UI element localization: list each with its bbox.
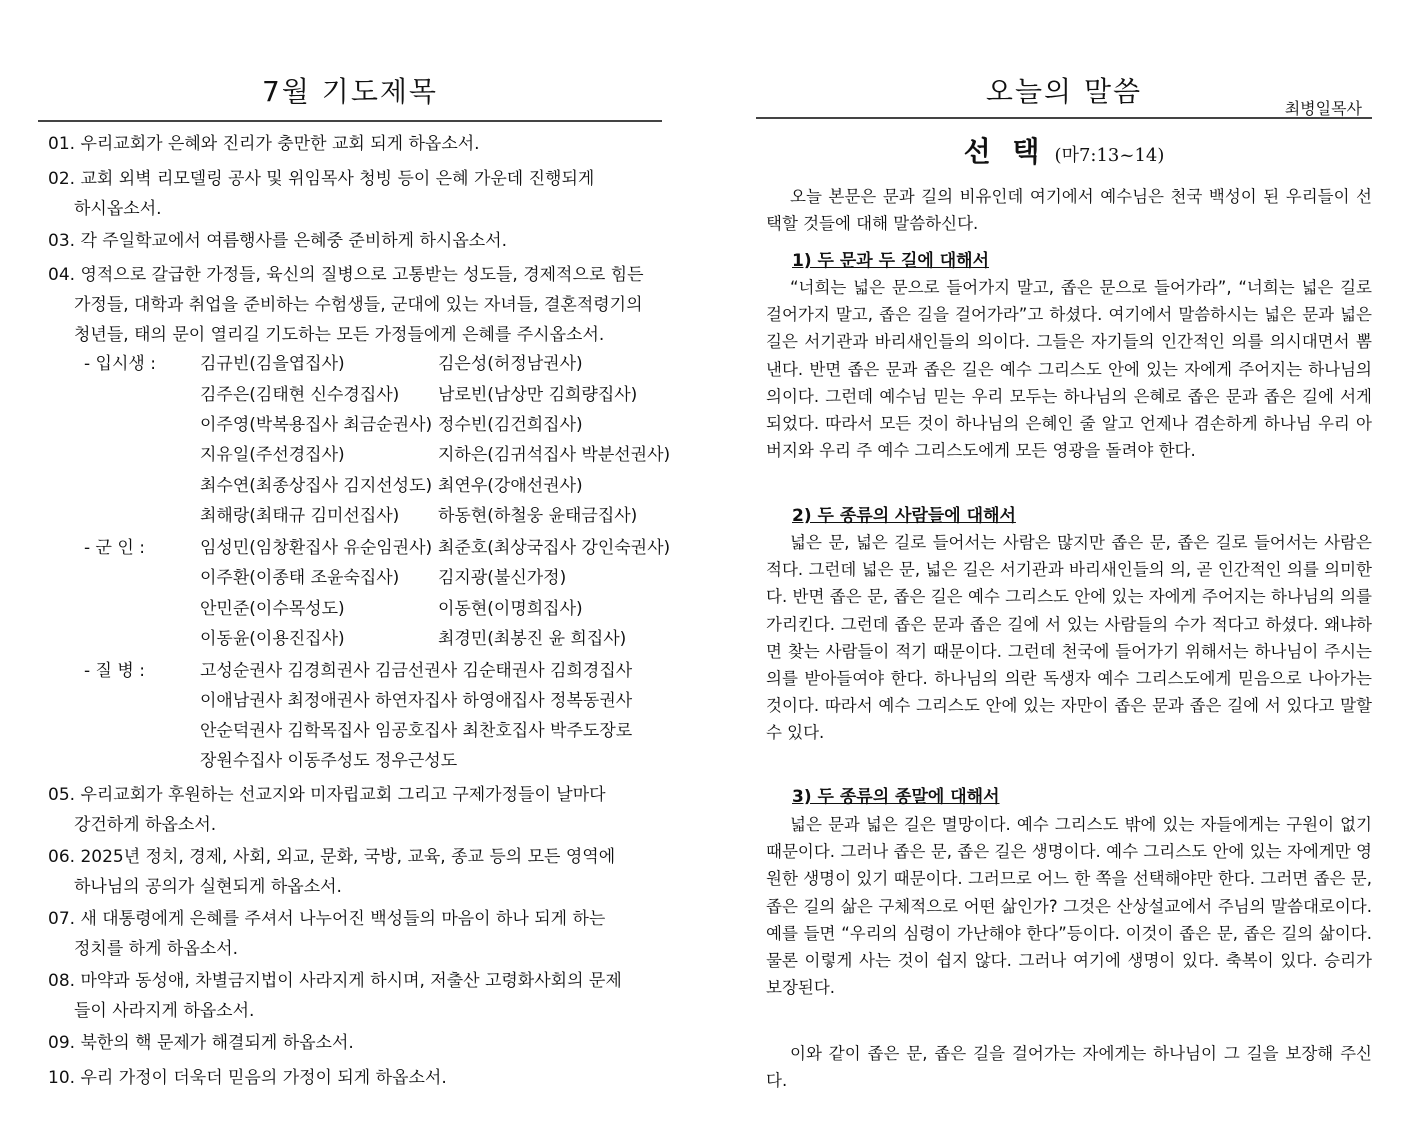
sermon-closing: 이와 같이 좁은 문, 좁은 길을 걸어가는 자에게는 하나님이 그 길을 보장해 주신다. bbox=[766, 1044, 1372, 1091]
prayer-text-cont: 하시옵소서. bbox=[74, 199, 162, 219]
prayer-item-06 bbox=[48, 842, 668, 902]
prayer-text: 2025년 정치, 경제, 사회, 외교, 문화, 국방, 교육, 종교 등의 모든 영역에 bbox=[80, 847, 616, 867]
sermon-heading bbox=[756, 130, 1372, 170]
prayer-text-cont: 하나님의 공의가 실현되게 하옵소서. bbox=[74, 877, 342, 897]
exam-name: 지하은(김귀석집사 박분선권사) bbox=[438, 445, 671, 465]
prayer-number: 03. bbox=[48, 231, 76, 251]
sermon-title-rule bbox=[756, 117, 1372, 119]
prayer-text: 우리교회가 은혜와 진리가 충만한 교회 되게 하옵소서. bbox=[80, 134, 480, 154]
prayer-text-cont: 가정들, 대학과 취업을 준비하는 수험생들, 군대에 있는 자녀들, 결혼적령기의 bbox=[74, 295, 643, 315]
military-name: 안민준(이수목성도) bbox=[200, 599, 345, 619]
exam-label: - 입시생 : bbox=[84, 354, 156, 374]
prayer-number: 06. bbox=[48, 847, 76, 867]
prayer-item-08 bbox=[48, 966, 668, 1026]
prayer-text: 새 대통령에게 은혜를 주셔서 나누어진 백성들의 마음이 하나 되게 하는 bbox=[80, 909, 606, 929]
military-name: 최준호(최상국집사 강인숙권사) bbox=[438, 538, 671, 558]
prayer-title: 7월 기도제목 bbox=[262, 75, 438, 108]
prayer-item-02 bbox=[48, 164, 668, 224]
prayer-number: 09. bbox=[48, 1033, 76, 1053]
prayer-text: 영적으로 갈급한 가정들, 육신의 질병으로 고통받는 성도들, 경제적으로 힘든 bbox=[80, 265, 644, 285]
sermon-intro: 오늘 본문은 문과 길의 비유인데 여기에서 예수님은 천국 백성이 된 우리들이 선택할 것들에 대해 말씀하신다. bbox=[766, 187, 1372, 234]
military-name: 김지광(불신가정) bbox=[438, 568, 567, 588]
illness-names: 이애남권사 최정애권사 하연자집사 하영애집사 정복동권사 bbox=[200, 691, 633, 711]
section-body-3: 넓은 문과 넓은 길은 멸망이다. 예수 그리스도 밖에 있는 자들에게는 구원이 없기 때문이다. 그러나 좁은 문, 좁은 길은 생명이다. 예수 그리스도 안에 있는 자에게만 영원한 생명이 있기 때문이다. 그러므로 어느 한 쪽을 선택해야만 한다. 그러면 좁은 문, 좁은 길의 삶은 구체적으로 어떤 삶인가? 그것은 산상설교에서 주님의 말씀대로이다. 예를 들면 “우리의 심령이 가난해야 한다”등이다. 이것이 좁은 문, 좁은 길의 삶이다. 물론 이렇게 사는 것이 쉽지 않다. 그러나 여기에 생명이 있다. 축복이 있다. 승리가 보장된다. bbox=[766, 815, 1372, 998]
prayer-title-rule bbox=[38, 120, 662, 122]
exam-name: 최수연(최종상집사 김지선성도) bbox=[200, 476, 433, 496]
section-body-2: 넓은 문, 넓은 길로 들어서는 사람은 많지만 좁은 문, 좁은 길로 들어서는 사람은 적다. 그런데 넓은 문, 넓은 길은 서기관과 바리새인들의 의, 곧 인간적인 의를 의미한다. 반면 좁은 문, 좁은 길은 예수 그리스도 안에 있는 자에게 주어지는 하나님의 의를 가리킨다. 그런데 좁은 문과 좁은 길에 서 있는 사람들의 수가 적다고 하셨다. 왜냐하면 찾는 사람들이 적기 때문이다. 그런데 천국에 들어가기 위해서는 하나님이 주시는 의를 받아들여야 한다. 하나님의 의란 독생자 예수 그리스도에게 믿음으로 나아가는 것이다. 따라서 예수 그리스도 안에 있는 자만이 좁은 문과 좁은 길에 서 있다고 말할 수 있다. bbox=[766, 533, 1372, 743]
prayer-item-09 bbox=[48, 1028, 668, 1058]
illness-names: 안순덕권사 김학목집사 임공호집사 최찬호집사 박주도장로 bbox=[200, 721, 633, 741]
prayer-text-cont: 들이 사라지게 하옵소서. bbox=[74, 1001, 255, 1021]
prayer-number: 08. bbox=[48, 971, 76, 991]
military-label: - 군 인 : bbox=[84, 538, 145, 558]
prayer-number: 02. bbox=[48, 169, 76, 189]
exam-name: 김규빈(김을엽집사) bbox=[200, 354, 345, 374]
prayer-number: 10. bbox=[48, 1068, 76, 1088]
sermon-title: 선 택 bbox=[963, 135, 1046, 168]
prayer-item-01 bbox=[48, 129, 668, 159]
exam-name: 하동현(하철웅 윤태금집사) bbox=[438, 506, 638, 526]
prayer-text-cont: 강건하게 하옵소서. bbox=[74, 815, 217, 835]
exam-name: 최연우(강애선권사) bbox=[438, 476, 583, 496]
military-name: 최경민(최봉진 윤 희집사) bbox=[438, 629, 627, 649]
exam-name: 최해랑(최태규 김미선집사) bbox=[200, 506, 400, 526]
exam-name: 김은성(허정남권사) bbox=[438, 354, 583, 374]
prayer-item-04 bbox=[48, 260, 668, 350]
exam-name: 남로빈(남상만 김희량집사) bbox=[438, 385, 638, 405]
pastor-byline: 최병일목사 bbox=[1284, 99, 1362, 118]
prayer-text-cont: 정치를 하게 하옵소서. bbox=[74, 939, 239, 959]
prayer-text: 교회 외벽 리모델링 공사 및 위임목사 청빙 등이 은혜 가운데 진행되게 bbox=[80, 169, 595, 189]
prayer-item-03 bbox=[48, 226, 668, 256]
prayer-number: 01. bbox=[48, 134, 76, 154]
prayer-text: 우리교회가 후원하는 선교지와 미자립교회 그리고 구제가정들이 날마다 bbox=[80, 785, 606, 805]
prayer-number: 04. bbox=[48, 265, 76, 285]
prayer-number: 07. bbox=[48, 909, 76, 929]
section-heading-1: 1) 두 문과 두 길에 대해서 bbox=[792, 251, 989, 271]
section-body-1: “너희는 넓은 문으로 들어가지 말고, 좁은 문으로 들어가라”, “너희는 넓은 길로 걸어가지 말고, 좁은 길을 걸어가라”고 하셨다. 여기에서 말씀하시는 넓은 문과 넓은 길은 서기관과 바리새인들의 의이다. 그들은 자기들의 인간적인 의를 의시대면서 뽐낸다. 반면 좁은 문과 좁은 길은 예수 그리스도 안에 있는 자에게 주어지는 하나님의 의이다. 그런데 예수님 믿는 우리 모두는 하나님의 은혜로 좁은 문과 좁은 길에 서게 되었다. 따라서 모든 것이 하나님의 은혜인 줄 알고 언제나 겸손하게 하나님 우리 아버지와 우리 주 예수 그리스도에게 모든 영광을 돌려야 한다. bbox=[766, 278, 1372, 461]
prayer-item-07 bbox=[48, 904, 668, 964]
sermon-section-title: 오늘의 말씀 bbox=[985, 75, 1143, 108]
illness-names: 고성순권사 김경희권사 김금선권사 김순태권사 김희경집사 bbox=[200, 661, 633, 681]
illness-names: 장원수집사 이동주성도 정우근성도 bbox=[200, 751, 458, 771]
military-name: 임성민(임창환집사 유순임권사) bbox=[200, 538, 433, 558]
illness-label: - 질 병 : bbox=[84, 661, 145, 681]
section-heading-3: 3) 두 종류의 종말에 대해서 bbox=[792, 787, 1000, 807]
prayer-text: 우리 가정이 더욱더 믿음의 가정이 되게 하옵소서. bbox=[80, 1068, 447, 1088]
exam-name: 이주영(박복용집사 최금순권사) bbox=[200, 415, 433, 435]
exam-name: 지유일(주선경집사) bbox=[200, 445, 345, 465]
prayer-number: 05. bbox=[48, 785, 76, 805]
military-name: 이주환(이종태 조윤숙집사) bbox=[200, 568, 400, 588]
scripture-reference: (마7:13~14) bbox=[1054, 145, 1165, 166]
section-heading-2: 2) 두 종류의 사람들에 대해서 bbox=[792, 506, 1016, 526]
military-name: 이동윤(이용진집사) bbox=[200, 629, 345, 649]
military-name: 이동현(이명희집사) bbox=[438, 599, 583, 619]
prayer-item-10 bbox=[48, 1063, 668, 1093]
exam-name: 정수빈(김건희집사) bbox=[438, 415, 583, 435]
prayer-text: 마약과 동성애, 차별금지법이 사라지게 하시며, 저출산 고령화사회의 문제 bbox=[80, 971, 622, 991]
prayer-text-cont: 청년들, 태의 문이 열리길 기도하는 모든 가정들에게 은혜를 주시옵소서. bbox=[74, 325, 605, 345]
exam-name: 김주은(김태현 신수경집사) bbox=[200, 385, 400, 405]
prayer-item-05 bbox=[48, 780, 668, 840]
prayer-text: 각 주일학교에서 여름행사를 은혜중 준비하게 하시옵소서. bbox=[80, 231, 508, 251]
prayer-text: 북한의 핵 문제가 해결되게 하옵소서. bbox=[80, 1033, 354, 1053]
